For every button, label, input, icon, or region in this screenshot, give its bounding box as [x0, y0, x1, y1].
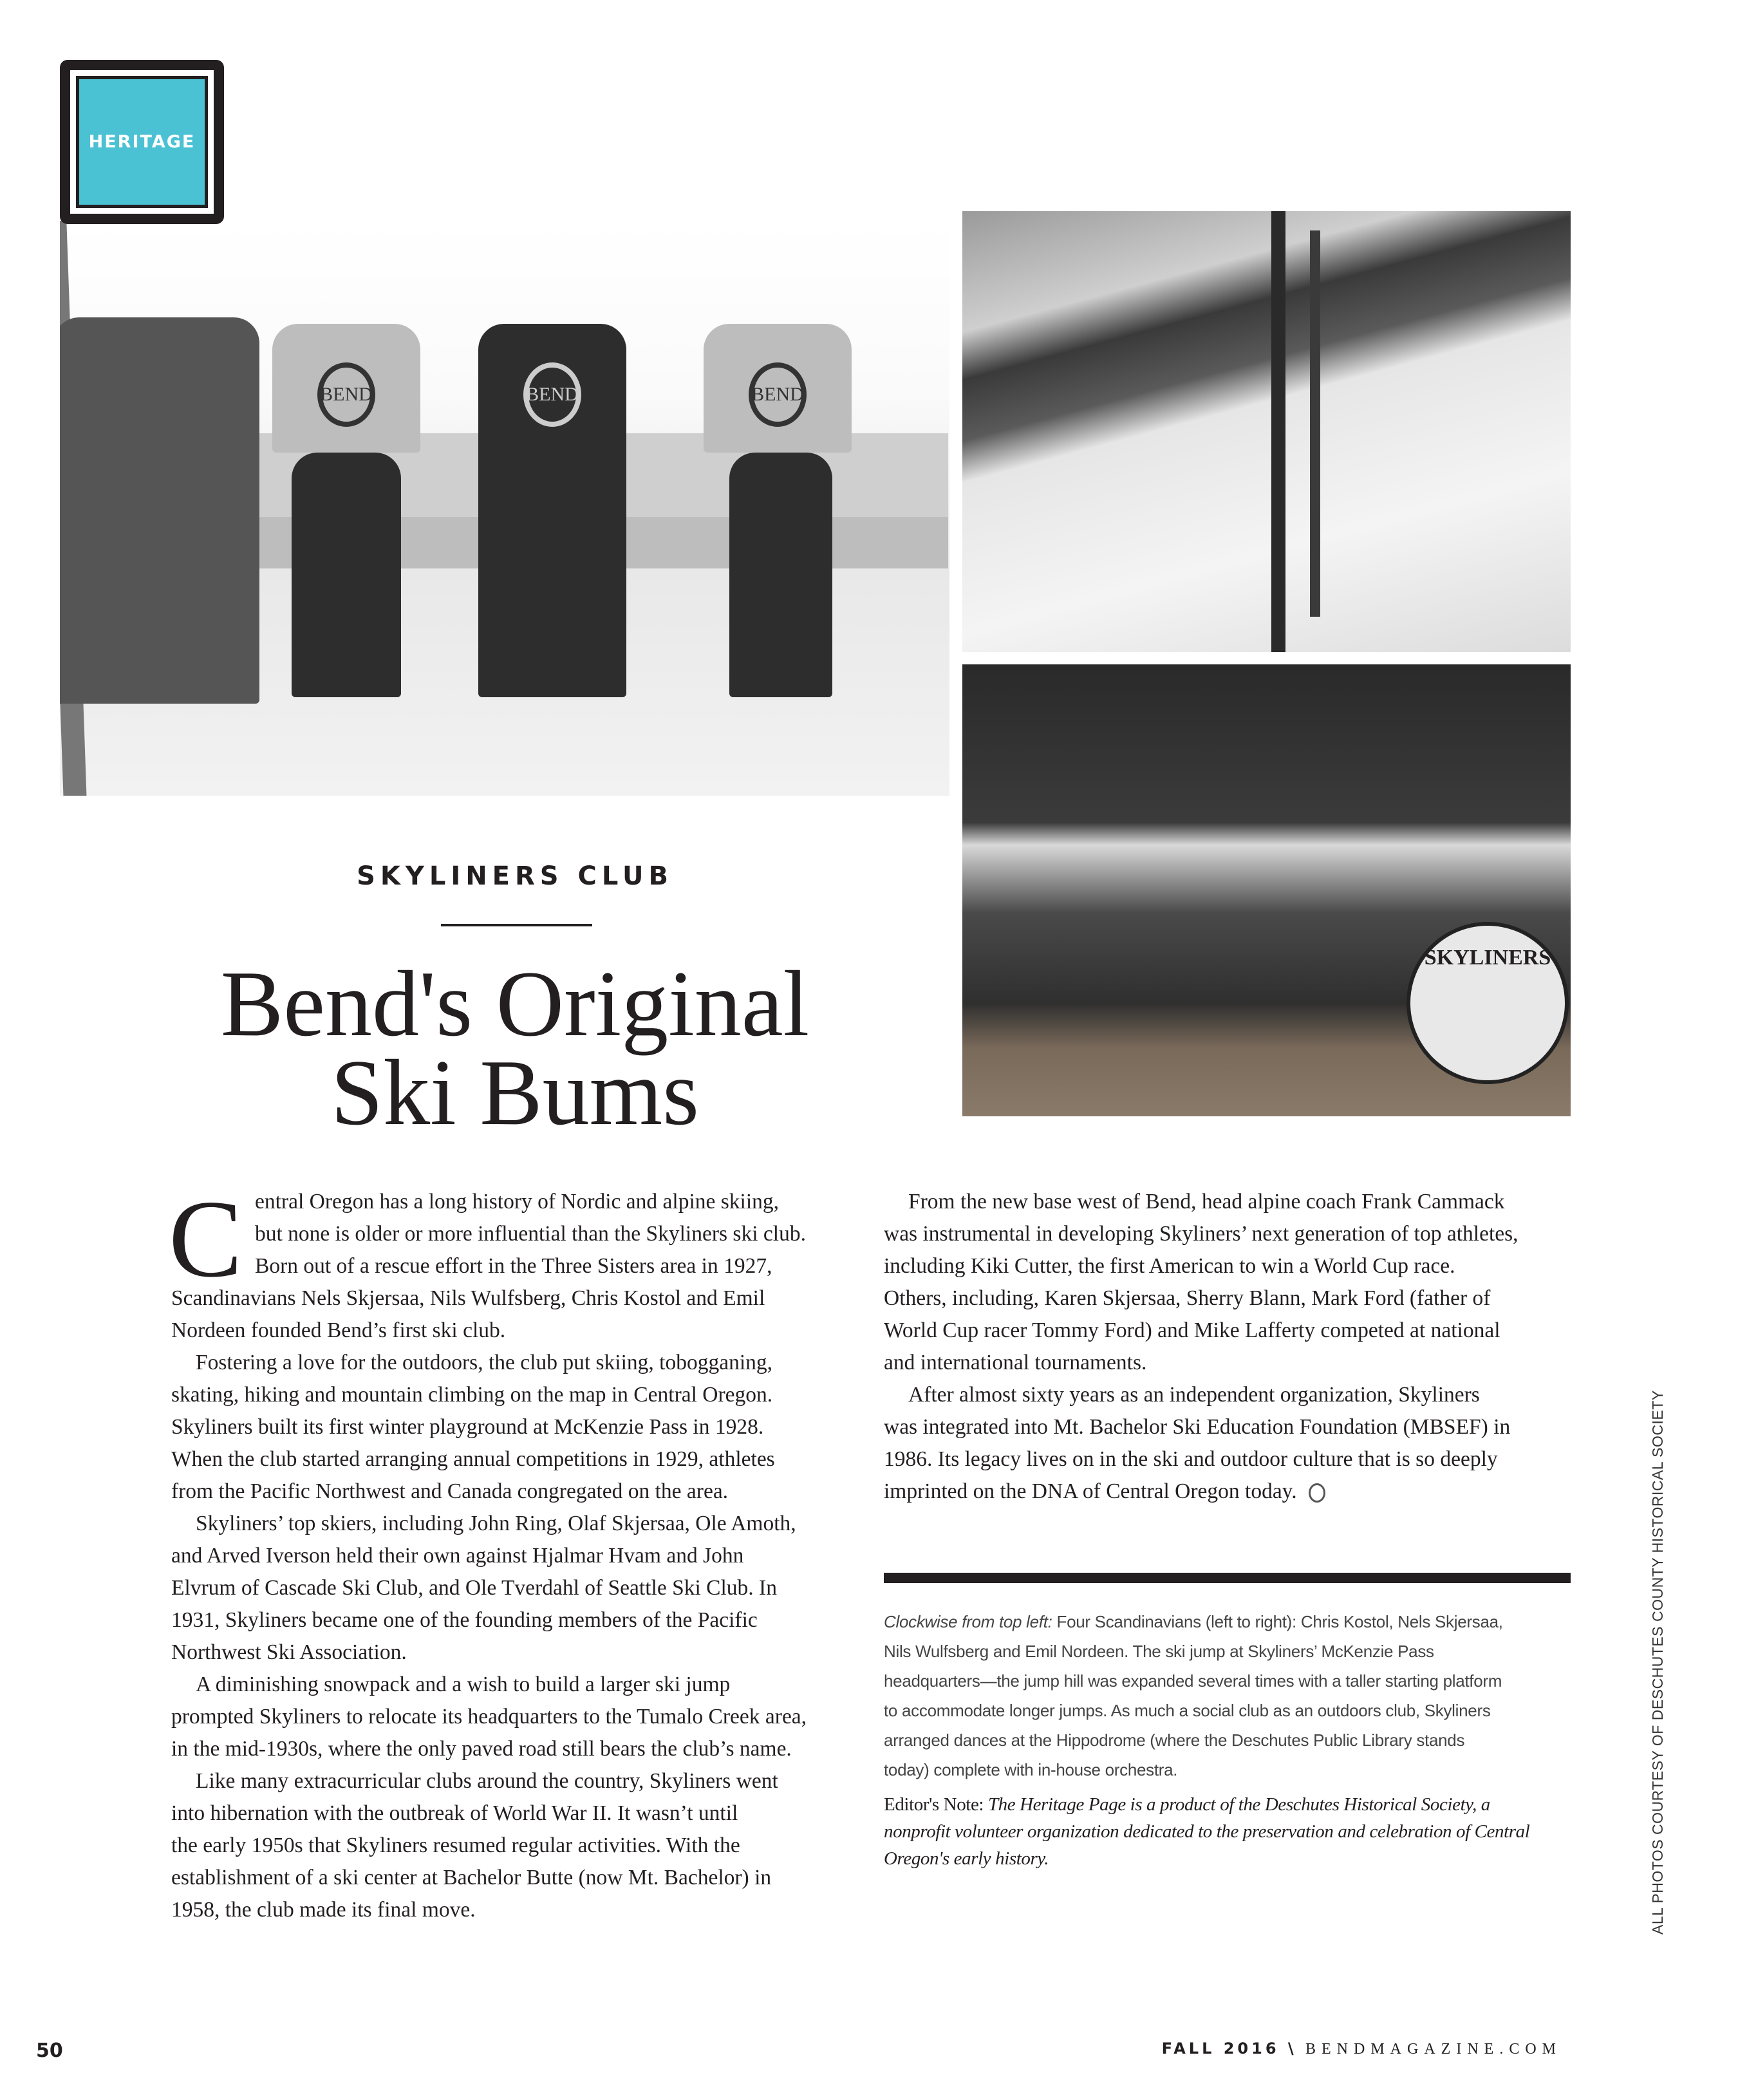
text-run: imprinted on the DNA of Central Oregon today. — [884, 1479, 1297, 1503]
paragraph — [171, 1669, 844, 1765]
text-line: establishment of a ski center at Bachelor Butte (now Mt. Bachelor) in — [171, 1866, 772, 1889]
text-line — [884, 1250, 1571, 1282]
paragraph — [884, 1379, 1571, 1508]
caption-line — [884, 1755, 1571, 1785]
text-line — [884, 1218, 1571, 1250]
text-line: 1958, the club made its final move. — [171, 1898, 476, 1922]
text-line: When the club started arranging annual competitions in 1929, athletes — [171, 1447, 775, 1471]
footer-site: BENDMAGAZINE.COM — [1305, 2041, 1562, 2058]
title-line: Bend's Original — [220, 952, 810, 1056]
paragraph — [171, 1347, 844, 1508]
text-line — [884, 1186, 1571, 1218]
text-line — [884, 1411, 1571, 1443]
text-line: Skyliners’ top skiers, including John Ring, Olaf Skjersaa, Ole Amoth, — [196, 1512, 796, 1535]
text-run: Others, including, Karen Skjersaa, Sherry Blann, Mark Ford (father of — [884, 1286, 1491, 1310]
photo-tree-trunk — [1310, 230, 1320, 617]
text-line: Born out of a rescue effort in the Three Sisters area in 1927, — [255, 1254, 772, 1278]
caption-text: to accommodate longer jumps. As much a social club as an outdoors club, Skyliners — [884, 1701, 1491, 1720]
text-run: From the new base west of Bend, head alpine coach Frank Cammack — [908, 1190, 1505, 1214]
text-line — [884, 1315, 1571, 1347]
page-number: 50 — [36, 2039, 63, 2062]
text-line: Nordeen founded Bend’s first ski club. — [171, 1318, 506, 1342]
text-line — [884, 1347, 1571, 1379]
text-line: entral Oregon has a long history of Nordic and alpine skiing, — [255, 1190, 780, 1214]
caption-text: arranged dances at the Hippodrome (where the Deschutes Public Library stands — [884, 1730, 1465, 1750]
text-line: the early 1950s that Skyliners resumed regular activities. With the — [171, 1833, 740, 1857]
end-mark-icon — [1309, 1483, 1325, 1503]
caption-text: headquarters—the jump hill was expanded several times with a taller starting platform — [884, 1671, 1502, 1691]
skier-1 — [60, 317, 259, 704]
text-line: in the mid-1930s, where the only paved road still bears the club’s name. — [171, 1737, 792, 1761]
caption-line — [884, 1725, 1571, 1755]
text-line: A diminishing snowpack and a wish to build a larger ski jump — [196, 1673, 731, 1696]
caption-line — [884, 1696, 1571, 1725]
text-run: After almost sixty years as an independent organization, Skyliners — [908, 1383, 1480, 1407]
note-label: Editor's Note: — [884, 1794, 988, 1815]
text-line: prompted Skyliners to relocate its headquarters to the Tumalo Creek area, — [171, 1705, 807, 1729]
text-run: and international tournaments. — [884, 1351, 1147, 1374]
bend-emblem: BEND — [749, 362, 807, 427]
paragraph — [884, 1186, 1571, 1379]
text-line: but none is older or more influential than the Skyliners ski club. — [255, 1222, 806, 1246]
text-run: was instrumental in developing Skyliners’ next generation of top athletes, — [884, 1222, 1518, 1246]
photo-four-skiers — [60, 221, 949, 796]
paragraph — [171, 1508, 844, 1669]
divider — [441, 924, 592, 926]
text-line — [884, 1476, 1571, 1508]
kicker: SKYLINERS CLUB — [357, 861, 673, 891]
section-badge-label: HERITAGE — [76, 76, 208, 208]
caption-line — [884, 1607, 1571, 1636]
paragraph — [169, 1178, 844, 1347]
note-line — [884, 1845, 1571, 1872]
text-line: Northwest Ski Association. — [171, 1640, 407, 1664]
text-line — [884, 1443, 1571, 1476]
drum-skyliners: SKYLINERS — [1406, 922, 1569, 1084]
text-line: and Arved Iverson held their own against Hjalmar Hvam and John — [171, 1544, 744, 1568]
page-title — [0, 952, 1030, 1145]
note-text: Oregon's early history. — [884, 1848, 1049, 1869]
text-line: Skyliners built its first winter playground at McKenzie Pass in 1928. — [171, 1415, 764, 1439]
text-line — [884, 1379, 1571, 1411]
caption-line — [884, 1636, 1571, 1666]
note-text: The Heritage Page is a product of the Deschutes Historical Society, a — [987, 1794, 1490, 1815]
bend-emblem: BEND — [523, 362, 581, 427]
caption-lead: Clockwise from top left: — [884, 1612, 1052, 1631]
caption-line — [884, 1666, 1571, 1696]
photo-credit: ALL PHOTOS COURTESY OF DESCHUTES COUNTY HISTORICAL SOCIETY — [1649, 1390, 1666, 1935]
photo-ski-jump — [962, 211, 1571, 652]
photo-caption — [884, 1607, 1571, 1785]
text-line — [884, 1282, 1571, 1315]
text-line: Elvrum of Cascade Ski Club, and Ole Tverdahl of Seattle Ski Club. In — [171, 1576, 777, 1600]
caption-text: Nils Wulfsberg and Emil Nordeen. The ski jump at Skyliners’ McKenzie Pass — [884, 1642, 1434, 1661]
photo-tree-trunk — [1271, 211, 1285, 652]
caption-text: today) complete with in-house orchestra. — [884, 1760, 1178, 1779]
text-line: Fostering a love for the outdoors, the club put skiing, tobogganing, — [196, 1351, 773, 1374]
body-column-left — [169, 1178, 844, 1926]
paragraph — [171, 1765, 844, 1926]
caption-text: Four Scandinavians (left to right): Chris Kostol, Nels Skjersaa, — [1052, 1612, 1503, 1631]
text-run: 1986. Its legacy lives on in the ski and outdoor culture that is so deeply — [884, 1447, 1498, 1471]
skier-2-legs — [292, 453, 401, 697]
drop-cap: C — [169, 1178, 243, 1300]
text-line: skating, hiking and mountain climbing on the map in Central Oregon. — [171, 1383, 773, 1407]
note-line — [884, 1791, 1571, 1818]
photo-orchestra — [962, 664, 1571, 1116]
text-line: 1931, Skyliners became one of the founding members of the Pacific — [171, 1608, 758, 1632]
text-line: from the Pacific Northwest and Canada congregated on the area. — [171, 1479, 729, 1503]
editors-note — [884, 1791, 1571, 1872]
body-column-right — [884, 1186, 1571, 1508]
text-run: was integrated into Mt. Bachelor Ski Education Foundation (MBSEF) in — [884, 1415, 1511, 1439]
text-line: Scandinavians Nels Skjersaa, Nils Wulfsberg, Chris Kostol and Emil — [171, 1286, 765, 1310]
title-line: Ski Bums — [330, 1040, 700, 1145]
text-line: Like many extracurricular clubs around the country, Skyliners went — [196, 1769, 778, 1793]
caption-rule — [884, 1573, 1571, 1583]
bend-emblem: BEND — [317, 362, 375, 427]
footer — [1162, 2039, 1562, 2058]
text-run: including Kiki Cutter, the first American to win a World Cup race. — [884, 1254, 1455, 1278]
note-line — [884, 1818, 1571, 1845]
text-run: World Cup racer Tommy Ford) and Mike Lafferty competed at national — [884, 1318, 1500, 1342]
note-text: nonprofit volunteer organization dedicated to the preservation and celebration of Central — [884, 1821, 1530, 1842]
footer-issue: FALL 2016 \ — [1161, 2039, 1305, 2058]
section-badge — [60, 60, 224, 224]
text-line: into hibernation with the outbreak of World War II. It wasn’t until — [171, 1801, 738, 1825]
skier-4-legs — [729, 453, 832, 697]
